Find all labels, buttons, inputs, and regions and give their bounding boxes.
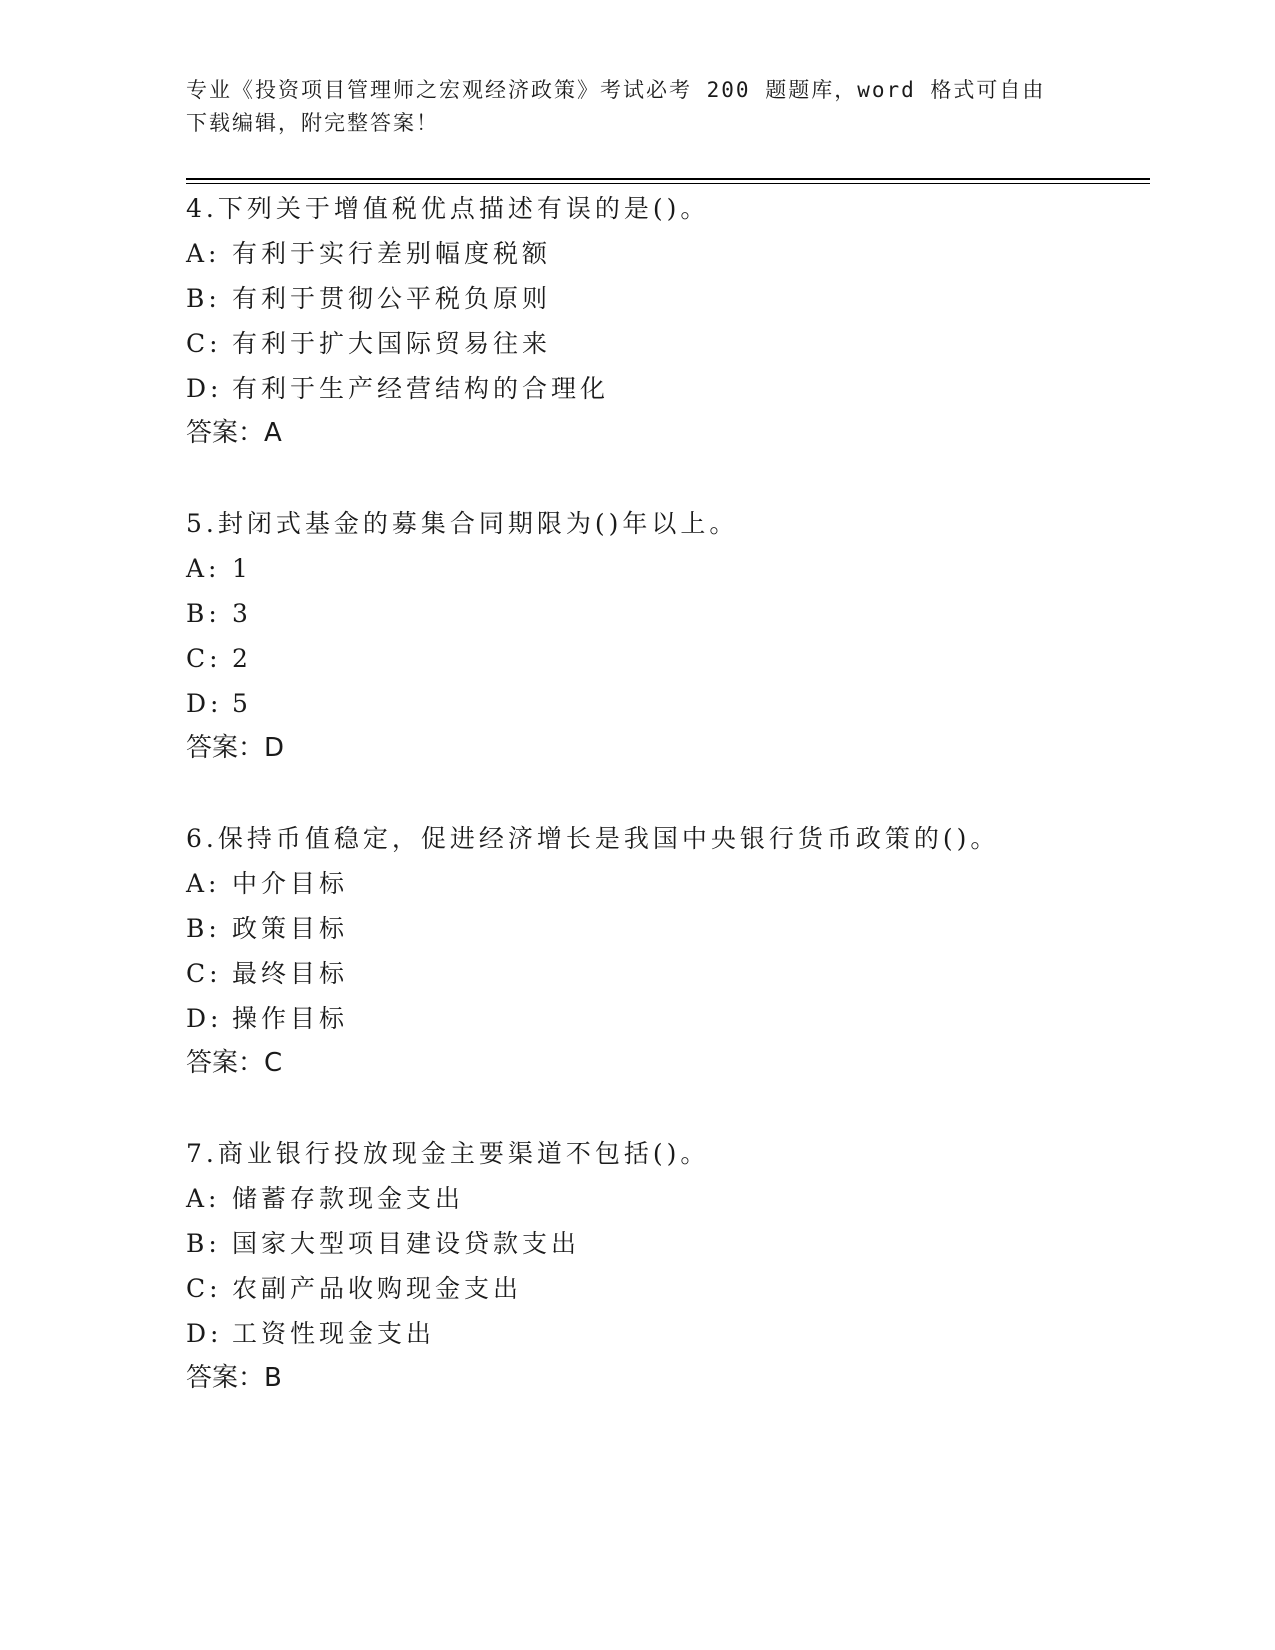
option-text: 农副产品收购现金支出 — [232, 1274, 523, 1303]
header-divider-thin — [186, 183, 1150, 184]
option-c — [186, 951, 1146, 996]
option-letter: C: — [186, 959, 222, 988]
option-b — [186, 591, 1146, 636]
option-letter: A: — [186, 239, 221, 268]
option-letter: A: — [186, 1184, 221, 1213]
option-text: 1 — [232, 554, 252, 583]
answer-line: 答案：D — [186, 733, 285, 763]
option-text: 工资性现金支出 — [232, 1319, 436, 1348]
answer-line: 答案：C — [186, 1048, 283, 1078]
option-text: 中介目标 — [232, 869, 349, 898]
question-stem: 4.下列关于增值税优点描述有误的是()。 — [186, 194, 710, 223]
option-a — [186, 231, 1146, 276]
option-text: 有利于实行差别幅度税额 — [232, 239, 552, 268]
question-block — [186, 816, 1146, 1086]
option-text: 有利于贯彻公平税负原则 — [232, 284, 552, 313]
option-letter: D: — [186, 1319, 223, 1348]
option-b — [186, 906, 1146, 951]
option-c — [186, 321, 1146, 366]
option-a — [186, 1176, 1146, 1221]
option-d — [186, 996, 1146, 1041]
option-letter: B: — [186, 1229, 221, 1258]
answer-line: 答案：A — [186, 418, 282, 448]
option-d — [186, 681, 1146, 726]
option-letter: D: — [186, 1004, 223, 1033]
question-block — [186, 1131, 1146, 1401]
question-stem: 7.商业银行投放现金主要渠道不包括()。 — [186, 1139, 710, 1168]
header-divider-thick — [186, 178, 1150, 180]
option-text: 最终目标 — [232, 959, 349, 988]
option-text: 政策目标 — [232, 914, 349, 943]
option-letter: D: — [186, 374, 223, 403]
option-letter: C: — [186, 1274, 222, 1303]
option-d — [186, 1311, 1146, 1356]
option-text: 储蓄存款现金支出 — [232, 1184, 465, 1213]
question-block — [186, 501, 1146, 771]
document-header — [186, 74, 1086, 140]
option-letter: A: — [186, 554, 221, 583]
option-letter: A: — [186, 869, 221, 898]
question-stem: 5.封闭式基金的募集合同期限为()年以上。 — [186, 509, 739, 538]
option-text: 有利于生产经营结构的合理化 — [232, 374, 610, 403]
question-stem: 6.保持币值稳定，促进经济增长是我国中央银行货币政策的()。 — [186, 824, 1000, 853]
option-text: 2 — [232, 644, 252, 673]
option-a — [186, 546, 1146, 591]
option-letter: D: — [186, 689, 223, 718]
option-b — [186, 276, 1146, 321]
option-letter: B: — [186, 284, 221, 313]
option-letter: C: — [186, 644, 222, 673]
question-block — [186, 186, 1146, 456]
header-line-2: 下载编辑，附完整答案！ — [186, 111, 439, 135]
option-c — [186, 636, 1146, 681]
option-a — [186, 861, 1146, 906]
option-text: 有利于扩大国际贸易往来 — [232, 329, 552, 358]
option-c — [186, 1266, 1146, 1311]
option-text: 操作目标 — [232, 1004, 349, 1033]
option-letter: B: — [186, 599, 221, 628]
option-letter: B: — [186, 914, 221, 943]
header-line-1: 专业《投资项目管理师之宏观经济政策》考试必考 200 题题库，word 格式可自由 — [186, 78, 1046, 102]
answer-line: 答案：B — [186, 1363, 282, 1393]
option-text: 国家大型项目建设贷款支出 — [232, 1229, 581, 1258]
option-letter: C: — [186, 329, 222, 358]
option-text: 5 — [232, 689, 252, 718]
option-text: 3 — [232, 599, 252, 628]
option-b — [186, 1221, 1146, 1266]
option-d — [186, 366, 1146, 411]
